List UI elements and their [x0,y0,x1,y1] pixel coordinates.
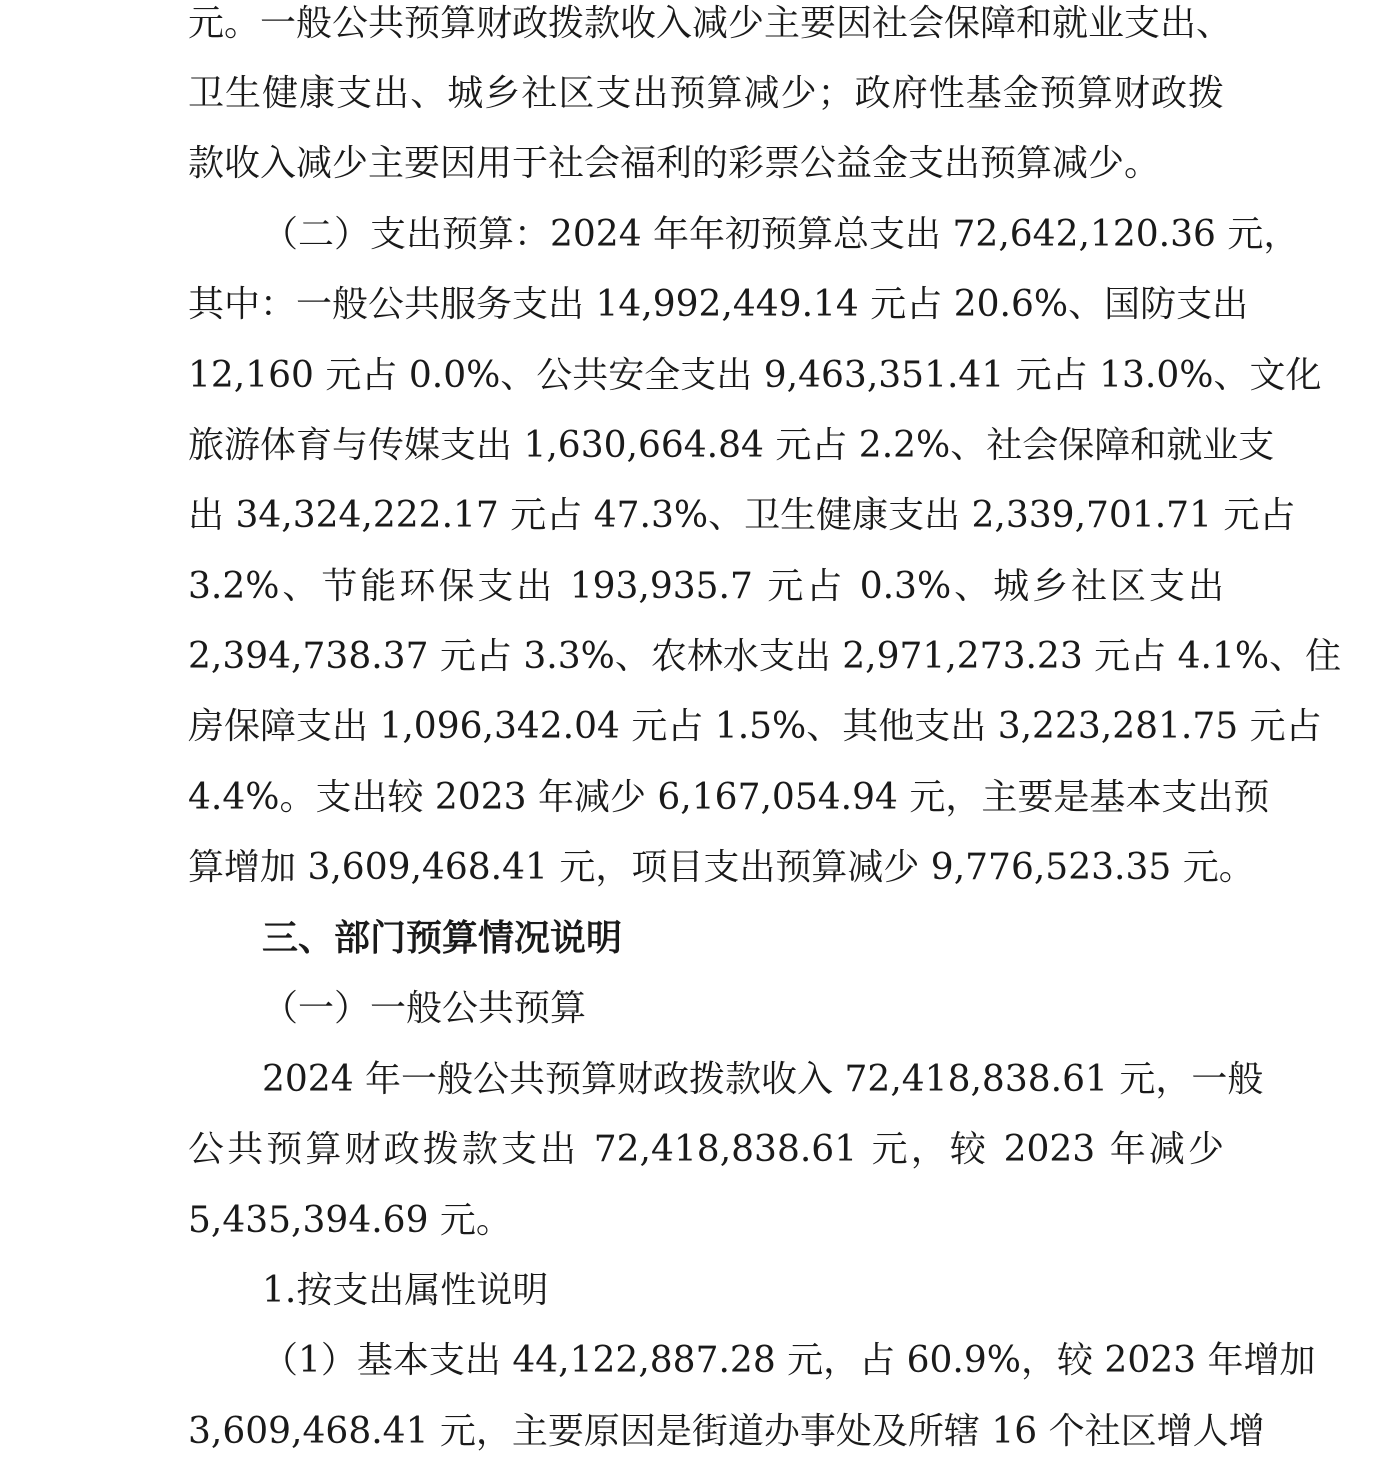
section-heading: 三、部门预算情况说明 [262,918,623,959]
paragraph-line: 其中：一般公共服务支出 14,992,449.14 元占 20.6%、国防支出 [188,284,1249,325]
paragraph-line: 房保障支出 1,096,342.04 元占 1.5%、其他支出 3,223,281.75 元占 [188,706,1322,747]
paragraph-line: 4.4%。支出较 2023 年减少 6,167,054.94 元，主要是基本支出预 [188,777,1270,818]
paragraph-line: 出 34,324,222.17 元占 47.3%、卫生健康支出 2,339,701.71 元占 [188,495,1296,536]
paragraph-line: 卫生健康支出、城乡社区支出预算减少；政府性基金预算财政拨 [188,73,1224,114]
paragraph-line: 3.2%、节能环保支出 193,935.7 元占 0.3%、城乡社区支出 [188,566,1224,607]
paragraph-line: 2024 年一般公共预算财政拨款收入 72,418,838.61 元，一般 [262,1059,1264,1100]
paragraph-line: 款收入减少主要因用于社会福利的彩票公益金支出预算减少。 [188,143,1161,184]
section-title-expenditure: （二）支出预算：2024 年年初预算总支出 72,642,120.36 元， [262,214,1300,255]
subsection-heading: （一）一般公共预算 [262,988,587,1029]
paragraph-line: 3,609,468.41 元，主要原因是街道办事处及所辖 16 个社区增人增 [188,1411,1265,1452]
item-heading: 1.按支出属性说明 [262,1270,549,1311]
paragraph-line: 旅游体育与传媒支出 1,630,664.84 元占 2.2%、社会保障和就业支 [188,425,1275,466]
paragraph-line: 2,394,738.37 元占 3.3%、农林水支出 2,971,273.23 元占 4.1%、住 [188,636,1342,677]
paragraph-line: 12,160 元占 0.0%、公共安全支出 9,463,351.41 元占 13.0%、文化 [188,355,1322,396]
paragraph-line: 5,435,394.69 元。 [188,1200,512,1241]
paragraph-line: 元。一般公共预算财政拨款收入减少主要因社会保障和就业支出、 [188,3,1233,44]
paragraph-line: （1）基本支出 44,122,887.28 元，占 60.9%，较 2023 年增加 [262,1340,1316,1381]
paragraph-line: 算增加 3,609,468.41 元，项目支出预算减少 9,776,523.35 元。 [188,847,1255,888]
paragraph-line: 公共预算财政拨款支出 72,418,838.61 元，较 2023 年减少 [188,1129,1224,1170]
